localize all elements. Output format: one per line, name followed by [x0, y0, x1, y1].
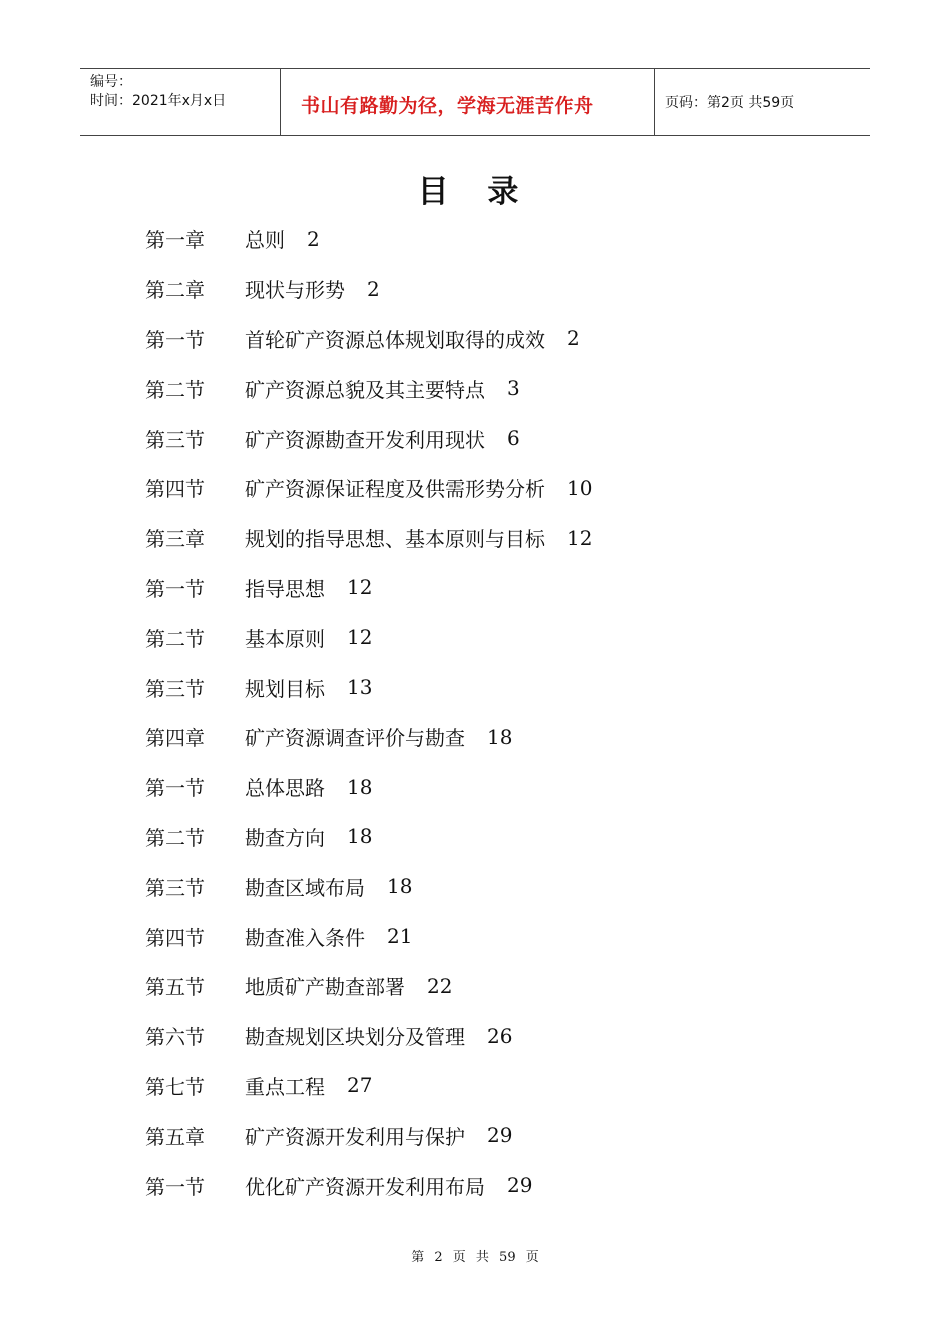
toc-entry[interactable] [145, 214, 592, 264]
toc-entry-title: 矿产资源调查评价与勘查 [245, 726, 465, 751]
toc-entry[interactable] [145, 314, 592, 364]
toc-entry[interactable] [145, 612, 592, 662]
toc-entry-page: 18 [487, 724, 513, 749]
toc-entry-label: 第二节 [145, 626, 205, 651]
document-number-label: 编号： [90, 74, 132, 90]
toc-entry-label: 第一章 [145, 228, 205, 253]
toc-entry-page: 12 [347, 625, 373, 650]
toc-entry[interactable] [145, 563, 592, 613]
toc-entry-title: 规划的指导思想、基本原则与目标 [245, 527, 545, 552]
toc-entry-page: 21 [387, 924, 413, 949]
toc-entry-label: 第二章 [145, 278, 205, 303]
toc-entry-title: 总体思路 [245, 776, 325, 801]
toc-entry[interactable] [145, 812, 592, 862]
toc-entry[interactable] [145, 1110, 592, 1160]
toc-entry[interactable] [145, 712, 592, 762]
toc-entry-title: 现状与形势 [245, 278, 345, 303]
toc-entry-page: 12 [567, 525, 593, 550]
toc-entry[interactable] [145, 911, 592, 961]
toc-entry-label: 第三节 [145, 676, 205, 701]
header-page-info: 页码：第2页 共59页 [665, 95, 795, 111]
toc-entry-title: 勘查方向 [245, 825, 325, 850]
toc-entry-label: 第七节 [145, 1074, 205, 1099]
toc-entry-title: 矿产资源保证程度及供需形势分析 [245, 477, 545, 502]
toc-entry[interactable] [145, 762, 592, 812]
toc-entry[interactable] [145, 1160, 592, 1210]
toc-entry-page: 22 [427, 973, 453, 998]
toc-entry-page: 27 [347, 1073, 373, 1098]
toc-entry-title: 勘查准入条件 [245, 925, 365, 950]
toc-entry-title: 重点工程 [245, 1074, 325, 1099]
toc-entry-label: 第一节 [145, 327, 205, 352]
toc-entry-title: 优化矿产资源开发利用布局 [245, 1174, 485, 1199]
toc-entry-label: 第一节 [145, 1174, 205, 1199]
toc-entry-label: 第三节 [145, 427, 205, 452]
header-meta [80, 69, 281, 135]
toc-entry-page: 2 [367, 276, 380, 301]
toc-entry-title: 矿产资源勘查开发利用现状 [245, 427, 485, 452]
toc-entry[interactable] [145, 363, 592, 413]
toc-entry[interactable] [145, 463, 592, 513]
toc-entry-page: 29 [507, 1173, 533, 1198]
toc-entry-page: 2 [307, 226, 320, 251]
toc-entry-label: 第一节 [145, 576, 205, 601]
toc-entry[interactable] [145, 1061, 592, 1111]
header-motto: 书山有路勤为径，学海无涯苦作舟 [281, 69, 655, 135]
table-of-contents [145, 214, 592, 1210]
toc-entry-page: 18 [347, 824, 373, 849]
toc-entry-title: 规划目标 [245, 676, 325, 701]
page-header [80, 68, 870, 136]
toc-entry-page: 2 [567, 326, 580, 351]
toc-entry-label: 第三章 [145, 527, 205, 552]
toc-entry-label: 第二节 [145, 377, 205, 402]
toc-entry-label: 第四章 [145, 726, 205, 751]
toc-entry[interactable] [145, 662, 592, 712]
toc-entry[interactable] [145, 861, 592, 911]
toc-entry-page: 12 [347, 575, 373, 600]
toc-entry-label: 第五章 [145, 1124, 205, 1149]
toc-entry[interactable] [145, 1011, 592, 1061]
toc-entry-title: 首轮矿产资源总体规划取得的成效 [245, 327, 545, 352]
toc-entry[interactable] [145, 513, 592, 563]
toc-entry-title: 矿产资源开发利用与保护 [245, 1124, 465, 1149]
toc-entry-label: 第三节 [145, 875, 205, 900]
page-footer: 第 2 页 共 59 页 [411, 1250, 539, 1265]
page-title: 目 录 [417, 174, 533, 210]
toc-entry[interactable] [145, 961, 592, 1011]
toc-entry-page: 29 [487, 1123, 513, 1148]
toc-entry-page: 18 [387, 874, 413, 899]
toc-entry-title: 指导思想 [245, 576, 325, 601]
toc-entry-page: 10 [567, 475, 593, 500]
toc-entry-label: 第四节 [145, 477, 205, 502]
toc-entry-label: 第六节 [145, 1025, 205, 1050]
toc-entry-page: 13 [347, 675, 373, 700]
toc-entry[interactable] [145, 264, 592, 314]
toc-entry-label: 第五节 [145, 975, 205, 1000]
toc-entry-title: 基本原则 [245, 626, 325, 651]
toc-entry-title: 勘查区域布局 [245, 875, 365, 900]
toc-entry-title: 地质矿产勘查部署 [245, 975, 405, 1000]
toc-entry-label: 第四节 [145, 925, 205, 950]
document-date: 时间：2021年x月x日 [90, 93, 227, 109]
toc-entry[interactable] [145, 413, 592, 463]
toc-entry-page: 3 [507, 376, 520, 401]
toc-entry-page: 6 [507, 426, 520, 451]
toc-entry-title: 勘查规划区块划分及管理 [245, 1025, 465, 1050]
toc-entry-title: 矿产资源总貌及其主要特点 [245, 377, 485, 402]
toc-entry-label: 第一节 [145, 776, 205, 801]
toc-entry-page: 18 [347, 774, 373, 799]
toc-entry-label: 第二节 [145, 825, 205, 850]
toc-entry-title: 总则 [245, 228, 285, 253]
toc-entry-page: 26 [487, 1023, 513, 1048]
